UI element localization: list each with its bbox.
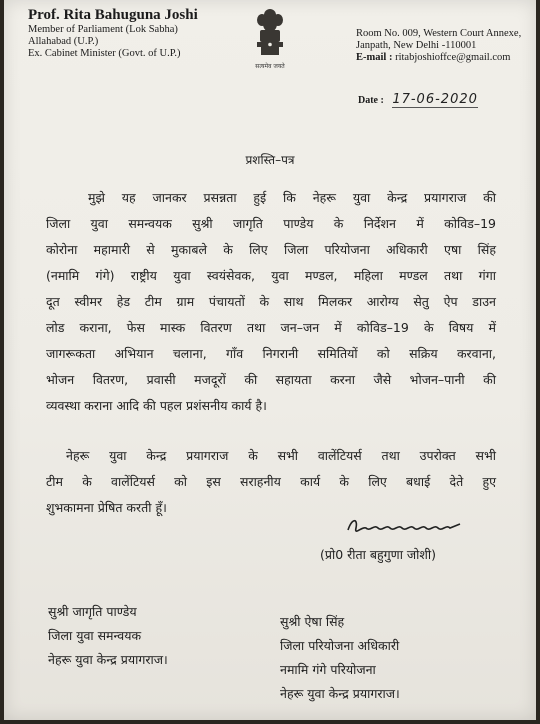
body-line: जिला युवा समन्वयक सुश्री जागृति पाण्डेय के निर्देशन में कोविड–19: [46, 216, 496, 231]
recipient-line: सुश्री जागृति पाण्डेय: [48, 604, 137, 619]
date-line: [358, 92, 478, 107]
paragraph-1: [46, 185, 496, 419]
date-label: Date :: [358, 95, 384, 106]
body-line: नेहरू युवा केन्द्र प्रयागराज के सभी वालेंटियर्स तथा उपरोक्त सभी: [66, 448, 496, 463]
recipient-line: नेहरू युवा केन्द्र प्रयागराज।: [48, 652, 168, 667]
signer-name: (प्रो0 रीता बहुगुणा जोशी): [320, 547, 437, 562]
sender-line: Member of Parliament (Lok Sabha): [28, 24, 178, 35]
letter-page: [4, 0, 536, 720]
body-line: दूत स्वीमर हेड टीम ग्राम पंचायतों के साथ मिलकर आरोग्य सेतु ऐप डाउन: [46, 294, 496, 309]
letter-title: प्रशस्ति–पत्र: [245, 153, 295, 167]
email-line: [356, 52, 534, 64]
sender-line: Ex. Cabinet Minister (Govt. of U.P.): [28, 48, 181, 59]
recipient-line: जिला परियोजना अधिकारी: [280, 638, 400, 653]
body-line: टीम के वालेंटियर्स को इस सराहनीय कार्य के लिए बधाई देते हुए: [46, 474, 496, 489]
sender-name: Prof. Rita Bahuguna Joshi: [28, 7, 198, 23]
recipient-line: नमामि गंगे परियोजना: [280, 662, 376, 677]
body-line: लोड कराना, फेस मास्क वितरण तथा जन–जन में कोविड–19 के विषय में: [46, 320, 496, 335]
recipient-line: सुश्री ऐषा सिंह: [280, 614, 345, 629]
email-address: ritabjoshioffce@gmail.com: [395, 52, 511, 63]
body-line: मुझे यह जानकर प्रसन्नता हुई कि नेहरू युवा केन्द्र प्रयागराज की: [88, 190, 496, 205]
address-line: Janpath, New Delhi -110001: [356, 40, 477, 51]
date-value: 17-06-2020: [392, 92, 478, 107]
body-line: व्यवस्था कराना आदि की पहल प्रशंसनीय कार्य है।: [46, 398, 267, 413]
emblem-motto: सत्यमेव जयते: [255, 63, 285, 70]
body-line: भोजन वितरण, प्रवासी मजदूरों की सहायता करना जैसे भोजन–पानी की: [46, 372, 496, 387]
national-emblem: [250, 6, 290, 71]
body-line: जागरूकता अभियान चलाना, गाँव निगरानी समितियों को सक्रिय करवाना,: [46, 346, 496, 361]
body-line: कोरोना महामारी से मुकाबले के लिए जिला परियोजना अधिकारी एषा सिंह: [46, 242, 496, 257]
handwritten-signature: [344, 514, 464, 544]
recipient-line: जिला युवा समन्वयक: [48, 628, 142, 643]
recipient-line: नेहरू युवा केन्द्र प्रयागराज।: [280, 686, 400, 701]
recipient-right: [280, 610, 400, 706]
sender-line: Allahabad (U.P.): [28, 36, 99, 47]
body-line: शुभकामना प्रेषित करती हूँ।: [46, 500, 167, 515]
address-line: Room No. 009, Western Court Annexe,: [356, 28, 522, 39]
lion-capital-icon: [251, 6, 289, 58]
letterhead-right: [356, 28, 534, 64]
email-label: E-mail :: [356, 52, 393, 63]
letterhead-left: [28, 6, 258, 60]
body-line: (नमामि गंगे) राष्ट्रीय युवा स्वयंसेवक, युवा मण्डल, महिला मण्डल तथा गंगा: [46, 268, 496, 283]
recipient-left: [48, 600, 168, 672]
paragraph-2: [46, 443, 496, 521]
